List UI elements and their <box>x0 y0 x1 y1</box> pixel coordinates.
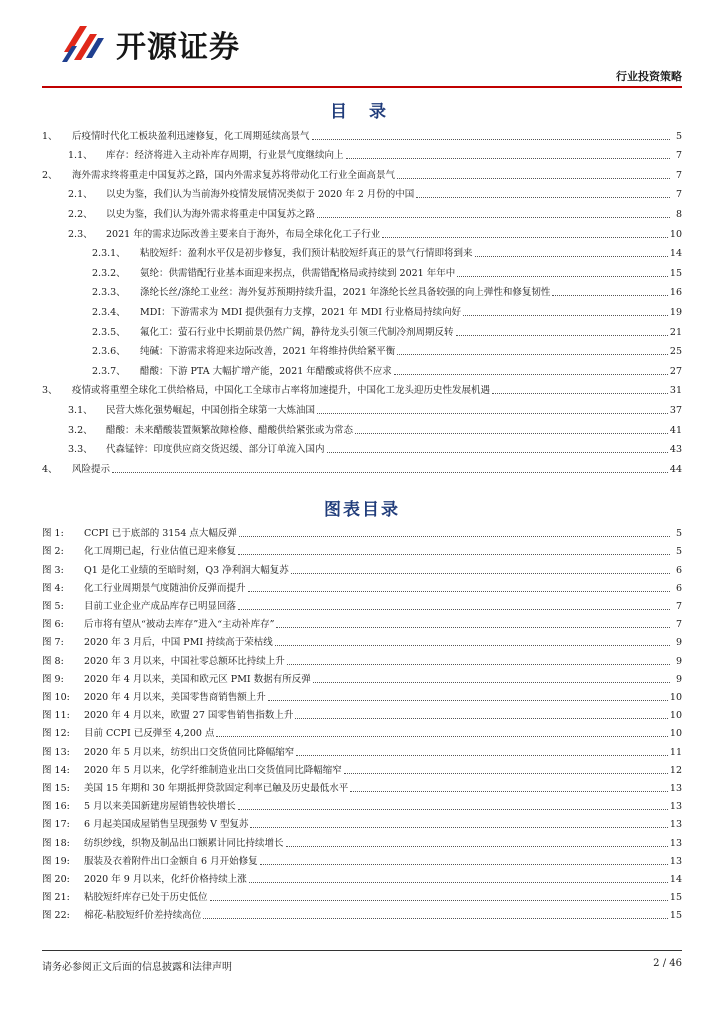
figure-entry-page: 12 <box>669 764 682 776</box>
toc-entry-text: 粘胶短纤：盈利水平仅是初步修复，我们预计粘胶短纤真正的景气行情即将到来 <box>140 248 473 260</box>
toc-entry-page: 25 <box>669 346 682 358</box>
toc-entry-number: 1、 <box>42 130 58 142</box>
toc-entry[interactable] <box>42 123 682 143</box>
toc-entry-page: 7 <box>675 189 682 201</box>
figure-entry[interactable] <box>42 631 682 649</box>
dot-leader <box>416 196 670 198</box>
toc-entry[interactable] <box>42 456 682 476</box>
figure-entry[interactable] <box>42 722 682 740</box>
toc-entry-page: 43 <box>669 444 682 456</box>
figure-entry-text: 2020 年 5 月以来，纺织出口交货值同比降幅缩窄 <box>84 746 295 758</box>
figure-entry-number: 图 2: <box>42 546 64 558</box>
dot-leader <box>397 177 670 179</box>
figure-entry-text: 服装及衣着附件出口金额自 6 月开始修复 <box>84 855 258 867</box>
figure-entry-text: 2020 年 4 月以来，欧盟 27 国零售销售指数上升 <box>84 710 294 722</box>
toc-entry-text: 风险提示 <box>72 463 111 475</box>
toc-entry-page: 21 <box>669 326 682 338</box>
figure-entry-page: 7 <box>675 600 682 612</box>
toc-entry-page: 7 <box>675 150 682 162</box>
figure-entry-page: 15 <box>669 910 682 922</box>
toc-entry-number: 1.1、 <box>68 150 93 162</box>
figure-entry[interactable] <box>42 777 682 795</box>
toc-entry-number: 2、 <box>42 169 58 181</box>
figure-entry-text: 美国 15 年期和 30 年期抵押贷款固定利率已触及历史最低水平 <box>84 782 349 794</box>
figure-entry-number: 图 15: <box>42 782 70 794</box>
toc-entry[interactable] <box>42 221 682 241</box>
toc-entry[interactable] <box>42 162 682 182</box>
figure-entry[interactable] <box>42 595 682 613</box>
dot-leader <box>394 373 668 375</box>
figure-entry-page: 6 <box>675 582 682 594</box>
figure-entry-text: 2020 年 3 月以来，中国社零总额环比持续上升 <box>84 655 285 667</box>
toc-entry-text: 疫情或将重塑全球化工供给格局，中国化工全球市占率将加速提升，中国化工龙头迎历史性发展机遇 <box>72 385 491 397</box>
toc-entry[interactable] <box>42 299 682 319</box>
dot-leader <box>457 275 668 277</box>
figure-entry-number: 图 18: <box>42 837 70 849</box>
toc-entry-page: 31 <box>669 385 682 397</box>
figure-entry-text: 2020 年 4 月以来，美国和欧元区 PMI 数据有所反弹 <box>84 673 311 685</box>
toc-entry[interactable] <box>42 417 682 437</box>
figure-entry-text: 2020 年 4 月以来，美国零售商销售额上升 <box>84 691 266 703</box>
footer-disclaimer: 请务必参阅正文后面的信息披露和法律声明 <box>42 962 232 973</box>
figure-entry-text: 2020 年 3 月后，中国 PMI 持续高于荣枯线 <box>84 637 273 649</box>
figure-entry-number: 图 13: <box>42 746 70 758</box>
figure-entry-page: 10 <box>669 691 682 703</box>
figure-entry-number: 图 10: <box>42 691 70 703</box>
toc-entry-page: 10 <box>669 228 682 240</box>
figure-entry-number: 图 5: <box>42 600 64 612</box>
toc-entry-text: 代森锰锌：印度供应商交货迟缓、部分订单流入国内 <box>106 444 325 456</box>
figure-entry-page: 13 <box>669 837 682 849</box>
figure-entry-number: 图 19: <box>42 855 70 867</box>
figure-entry-text: CCPI 已于底部的 3154 点大幅反弹 <box>84 528 237 540</box>
dot-leader <box>250 826 667 828</box>
toc-entry-text: 涤纶长丝/涤纶工业丝：海外复苏预期持续升温，2021 年涤纶长丝具备较强的向上弹性和修复韧性 <box>140 287 551 299</box>
toc-entry[interactable] <box>42 319 682 339</box>
figure-entry-page: 7 <box>675 619 682 631</box>
toc-entry-number: 2.1、 <box>68 189 93 201</box>
dot-leader <box>552 294 668 296</box>
dot-leader <box>275 644 670 646</box>
figure-entry-text: 化工周期已起，行业估值已迎来修复 <box>84 546 237 558</box>
logo-mark-icon <box>60 22 108 66</box>
dot-leader <box>210 899 668 901</box>
figure-entry[interactable] <box>42 540 682 558</box>
toc-entry-number: 2.3.1、 <box>92 248 126 260</box>
toc-entry-text: 后疫情时代化工板块盈利迅速修复，化工周期延续高景气 <box>72 130 310 142</box>
dot-leader <box>286 845 668 847</box>
toc-entry-page: 14 <box>669 248 682 260</box>
toc-entry-page: 41 <box>669 424 682 436</box>
brand-logo <box>60 22 240 66</box>
toc-entry-number: 3.3、 <box>68 444 93 456</box>
toc-entry[interactable] <box>42 201 682 221</box>
toc-entry-number: 2.2、 <box>68 208 93 220</box>
figure-entry-page: 6 <box>675 564 682 576</box>
toc-entry-page: 16 <box>669 287 682 299</box>
toc-entry-text: MDI：下游需求为 MDI 提供强有力支撑，2021 年 MDI 行业格局持续向好 <box>140 306 462 318</box>
figure-entry[interactable] <box>42 850 682 868</box>
figure-entry-page: 15 <box>669 892 682 904</box>
toc-entry-text: 醋酸：下游 PTA 大幅扩增产能，2021 年醋酸或将供不应求 <box>140 365 392 377</box>
dot-leader <box>456 334 668 336</box>
dot-leader <box>327 451 668 453</box>
figure-entry-number: 图 7: <box>42 637 64 649</box>
dot-leader <box>238 553 670 555</box>
figure-entry[interactable] <box>42 886 682 904</box>
toc-title: 目 录 <box>330 102 394 122</box>
toc-entry-text: 海外需求终将重走中国复苏之路，国内外需求复苏将带动化工行业全面高景气 <box>72 169 396 181</box>
figure-entry-text: 5 月以来美国新建房屋销售较快增长 <box>84 801 236 813</box>
figure-entry-number: 图 11: <box>42 710 70 722</box>
figure-entry-page: 5 <box>675 546 682 558</box>
figure-entry[interactable] <box>42 813 682 831</box>
toc-entry-text: 氨纶：供需错配行业基本面迎来拐点，供需错配格局或持续到 2021 年年中 <box>140 267 456 279</box>
toc-entry-page: 15 <box>669 267 682 279</box>
figure-entry[interactable] <box>42 704 682 722</box>
toc-entry[interactable] <box>42 358 682 378</box>
toc-entry-text: 2021 年的需求边际改善主要来自于海外，布局全球化化工子行业 <box>106 228 381 240</box>
figure-entry-number: 图 14: <box>42 764 70 776</box>
dot-leader <box>112 471 668 473</box>
toc-entry-text: 以史为鉴，我们认为海外需求将重走中国复苏之路 <box>106 208 316 220</box>
toc-entry-number: 2.3.3、 <box>92 287 126 299</box>
toc-entry-number: 4、 <box>42 463 58 475</box>
figure-entry[interactable] <box>42 558 682 576</box>
figure-entry-text: 粘胶短纤库存已处于历史低位 <box>84 892 208 904</box>
figure-entry-text: 化工行业周期景气度随油价反弹而提升 <box>84 582 246 594</box>
toc-entry[interactable] <box>42 437 682 457</box>
figure-entry-page: 5 <box>675 528 682 540</box>
toc-entry[interactable] <box>42 339 682 359</box>
figure-entry-number: 图 16: <box>42 801 70 813</box>
figure-entry[interactable] <box>42 904 682 922</box>
figure-entry-number: 图 6: <box>42 619 64 631</box>
dot-leader <box>317 412 668 414</box>
dot-leader <box>397 353 668 355</box>
toc-entry[interactable] <box>42 378 682 398</box>
footer-divider <box>42 950 682 951</box>
figure-entry-page: 13 <box>669 855 682 867</box>
toc-entry-page: 44 <box>669 463 682 475</box>
dot-leader <box>287 663 670 665</box>
figure-entry-page: 13 <box>669 801 682 813</box>
figure-entry-text: 后市将有望从“被动去库存”进入“主动补库存” <box>84 619 275 631</box>
dot-leader <box>249 881 668 883</box>
figure-entry-number: 图 22: <box>42 910 70 922</box>
toc-entry-page: 27 <box>669 365 682 377</box>
brand-name: 开源证券 <box>116 30 240 65</box>
toc-entry[interactable] <box>42 260 682 280</box>
figure-entry-page: 13 <box>669 819 682 831</box>
figure-entry-text: 棉花-粘胶短纤价差持续高位 <box>84 910 202 922</box>
toc-entry[interactable] <box>42 241 682 261</box>
toc-entry-number: 3、 <box>42 385 58 397</box>
figure-entry-text: 2020 年 9 月以来，化纤价格持续上涨 <box>84 873 247 885</box>
dot-leader <box>295 717 667 719</box>
toc-entry-page: 19 <box>669 306 682 318</box>
figure-entry-page: 9 <box>675 655 682 667</box>
toc-entry-number: 2.3.4、 <box>92 306 126 318</box>
figure-entry[interactable] <box>42 868 682 886</box>
toc-entry-text: 纯碱：下游需求将迎来边际改善，2021 年将维持供给紧平衡 <box>140 346 396 358</box>
figure-entry-number: 图 12: <box>42 728 70 740</box>
toc-entry-number: 3.2、 <box>68 424 93 436</box>
figure-entry[interactable] <box>42 649 682 667</box>
toc-entry[interactable] <box>42 280 682 300</box>
toc-entry-page: 37 <box>669 404 682 416</box>
header-divider <box>42 86 682 88</box>
dot-leader <box>312 138 670 140</box>
toc-entry-text: 醋酸：未来醋酸装置频繁故障检修、醋酸供给紧张或为常态 <box>106 424 354 436</box>
figure-entry-text: 2020 年 5 月以来，化学纤维制造业出口交货值同比降幅缩窄 <box>84 764 342 776</box>
dot-leader <box>296 754 668 756</box>
report-type-tag: 行业投资策略 <box>616 70 682 83</box>
toc-entry-number: 2.3.6、 <box>92 346 126 358</box>
figure-entry-page: 9 <box>675 637 682 649</box>
dot-leader <box>346 157 670 159</box>
dot-leader <box>313 681 670 683</box>
figure-toc-title: 图表目录 <box>324 500 400 520</box>
figure-entry-page: 14 <box>669 873 682 885</box>
figure-entry-number: 图 17: <box>42 819 70 831</box>
figure-entry-text: 目前 CCPI 已反弹至 4,200 点 <box>84 728 215 740</box>
dot-leader <box>475 255 668 257</box>
figure-entry-number: 图 1: <box>42 528 64 540</box>
figure-entry[interactable] <box>42 759 682 777</box>
page-header <box>0 0 724 92</box>
figure-entry[interactable] <box>42 831 682 849</box>
toc-entry-text: 氟化工：萤石行业中长期前景仍然广阔，静待龙头引领三代制冷剂周期反转 <box>140 326 454 338</box>
dot-leader <box>344 772 668 774</box>
figure-entry-page: 9 <box>675 673 682 685</box>
dot-leader <box>260 863 668 865</box>
figure-entry-text: 纺织纱线，织物及制品出口额累计同比持续增长 <box>84 837 284 849</box>
toc-entry-page: 7 <box>675 169 682 181</box>
figure-entry-page: 10 <box>669 710 682 722</box>
page-number: 2 / 46 <box>653 958 682 969</box>
figure-entry[interactable] <box>42 577 682 595</box>
figure-entry-number: 图 9: <box>42 673 64 685</box>
toc-entry-number: 2.3.2、 <box>92 267 126 279</box>
dot-leader <box>268 699 668 701</box>
dot-leader <box>350 790 668 792</box>
toc-entry-page: 8 <box>675 208 682 220</box>
figure-entry-number: 图 3: <box>42 564 64 576</box>
toc-entry-number: 2.3、 <box>68 228 93 240</box>
toc-entry-number: 2.3.7、 <box>92 365 126 377</box>
figure-entry-text: Q1 是化工业绩的至暗时刻，Q3 净利润大幅复苏 <box>84 564 289 576</box>
toc-entry-text: 以史为鉴，我们认为当前海外疫情发展情况类似于 2020 年 2 月份的中国 <box>106 189 415 201</box>
toc-entry-text: 民营大炼化强势崛起，中国创指全球第一大炼油国 <box>106 404 316 416</box>
figure-entry[interactable] <box>42 795 682 813</box>
toc-entry[interactable] <box>42 143 682 163</box>
figure-entry-page: 13 <box>669 782 682 794</box>
toc-entry-number: 2.3.5、 <box>92 326 126 338</box>
dot-leader <box>355 432 668 434</box>
dot-leader <box>317 216 670 218</box>
dot-leader <box>203 917 668 919</box>
figure-entry[interactable] <box>42 668 682 686</box>
toc-entry[interactable] <box>42 397 682 417</box>
figure-entry-text: 目前工业企业产成品库存已明显回落 <box>84 600 237 612</box>
figure-entry[interactable] <box>42 686 682 704</box>
figure-entry-text: 6 月起美国成屋销售呈现强势 V 型复苏 <box>84 819 249 831</box>
dot-leader <box>239 535 670 537</box>
toc-entry-text: 库存：经济将进入主动补库存周期，行业景气度继续向上 <box>106 150 344 162</box>
figure-entry-page: 10 <box>669 728 682 740</box>
dot-leader <box>382 236 668 238</box>
dot-leader <box>216 735 667 737</box>
figure-entry-number: 图 8: <box>42 655 64 667</box>
figure-entry-page: 11 <box>669 746 682 758</box>
figure-entry[interactable] <box>42 522 682 540</box>
dot-leader <box>248 590 670 592</box>
dot-leader <box>291 572 670 574</box>
figure-entry-number: 图 20: <box>42 873 70 885</box>
toc-entry-page: 5 <box>675 130 682 142</box>
dot-leader <box>238 608 670 610</box>
toc-entry-number: 3.1、 <box>68 404 93 416</box>
dot-leader <box>238 808 668 810</box>
figure-entry-number: 图 4: <box>42 582 64 594</box>
figure-entry[interactable] <box>42 740 682 758</box>
figure-entry[interactable] <box>42 613 682 631</box>
toc-entry[interactable] <box>42 182 682 202</box>
dot-leader <box>276 626 670 628</box>
dot-leader <box>492 392 668 394</box>
dot-leader <box>463 314 668 316</box>
figure-entry-number: 图 21: <box>42 892 70 904</box>
